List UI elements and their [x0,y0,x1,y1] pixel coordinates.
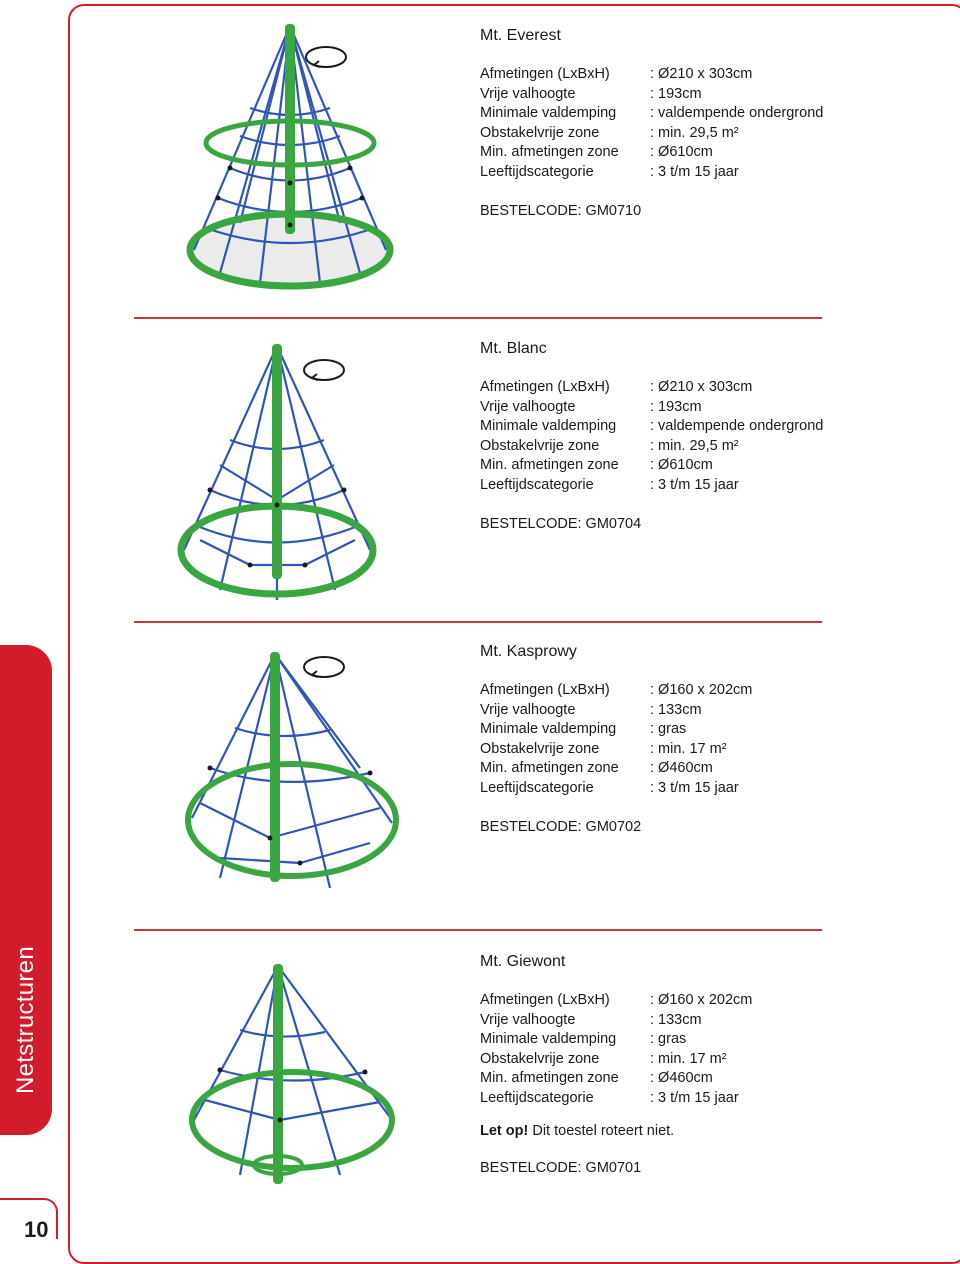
spec-label: Minimale valdemping [480,1031,617,1047]
spec-label: Min. afmetingen zone [480,144,619,160]
product-blanc [480,338,880,534]
spec-value: : 133cm [650,701,702,718]
spec-value: : Ø610cm [650,457,713,473]
section-tab-label: Netstructuren [12,946,39,1094]
separator-line [134,929,822,931]
spec-label: Afmetingen (LxBxH) [480,379,610,395]
product-everest [480,25,880,221]
spec-label: Afmetingen (LxBxH) [480,66,610,82]
spec-label: Obstakelvrije zone [480,1050,600,1067]
spec-value: : min. 17 m² [650,1050,727,1067]
spec-value: : gras [650,721,687,737]
spec-label: Minimale valdemping [480,418,617,434]
page-number: 10 [24,1217,49,1242]
product-image-kasprowy [180,648,405,910]
spec-value: : 3 t/m 15 jaar [650,1089,739,1106]
spec-label: Obstakelvrije zone [480,437,600,454]
spec-row [480,124,880,144]
rotation-icon [300,355,348,385]
product-title: Mt. Everest [480,27,561,44]
spec-row [480,1089,880,1109]
spec-row [480,740,880,760]
spec-label: Vrije valhoogte [480,1011,576,1028]
spec-value: : Ø460cm [650,1070,713,1086]
spec-value: : 3 t/m 15 jaar [650,779,739,796]
spec-label: Minimale valdemping [480,721,617,737]
spec-value: : Ø160 x 202cm [650,992,753,1008]
spec-value: : Ø610cm [650,144,713,160]
spec-label: Vrije valhoogte [480,85,576,102]
product-giewont [480,951,880,1178]
spec-value: : Ø210 x 303cm [650,66,753,82]
spec-row [480,163,880,183]
spec-value: : 193cm [650,85,702,102]
spec-row [480,991,880,1011]
spec-row [480,701,880,721]
spec-row [480,143,880,163]
spec-value: : 3 t/m 15 jaar [650,476,739,493]
product-image-everest [180,18,400,293]
spec-label: Minimale valdemping [480,105,617,121]
spec-label: Leeftijdscategorie [480,163,594,180]
spec-row [480,65,880,85]
spec-row [480,417,880,437]
rotation-icon [300,652,348,682]
spec-label: Obstakelvrije zone [480,124,600,141]
spec-row [480,681,880,701]
spec-row [480,85,880,105]
separator-line [134,317,822,319]
spec-value: : 3 t/m 15 jaar [650,163,739,180]
spec-value: : valdempende ondergrond [650,418,824,434]
product-title: Mt. Blanc [480,340,547,357]
spec-value: : valdempende ondergrond [650,105,824,121]
product-image-giewont [180,960,405,1190]
product-kasprowy [480,641,880,837]
spec-row [480,1030,880,1050]
spec-value: : 193cm [650,398,702,415]
spec-list [480,378,880,495]
spec-list [480,681,880,798]
spec-list [480,65,880,182]
spec-value: : 133cm [650,1011,702,1028]
spec-row [480,1050,880,1070]
spec-label: Leeftijdscategorie [480,1089,594,1106]
spec-label: Afmetingen (LxBxH) [480,682,610,698]
product-image-blanc [170,340,385,612]
spec-row [480,476,880,496]
spec-label: Min. afmetingen zone [480,1070,619,1086]
spec-row [480,1011,880,1031]
spec-label: Vrije valhoogte [480,701,576,718]
order-code: BESTELCODE: GM0701 [480,1160,642,1176]
order-code: BESTELCODE: GM0710 [480,203,642,219]
order-code: BESTELCODE: GM0704 [480,516,642,532]
spec-label: Obstakelvrije zone [480,740,600,757]
spec-label: Min. afmetingen zone [480,760,619,776]
spec-label: Vrije valhoogte [480,398,576,415]
spec-label: Min. afmetingen zone [480,457,619,473]
product-title: Mt. Kasprowy [480,643,577,660]
spec-row [480,720,880,740]
spec-value: : Ø460cm [650,760,713,776]
warning-label: Let op! [480,1123,529,1139]
spec-row [480,378,880,398]
spec-value: : min. 29,5 m² [650,437,739,454]
spec-value: : min. 29,5 m² [650,124,739,141]
spec-list [480,991,880,1108]
spec-label: Leeftijdscategorie [480,476,594,493]
product-title: Mt. Giewont [480,953,566,970]
spec-row [480,456,880,476]
spec-row [480,1069,880,1089]
spec-label: Leeftijdscategorie [480,779,594,796]
separator-line [134,621,822,623]
spec-value: : Ø160 x 202cm [650,682,753,698]
spec-row [480,104,880,124]
spec-row [480,779,880,799]
spec-row [480,437,880,457]
spec-row [480,759,880,779]
spec-value: : min. 17 m² [650,740,727,757]
spec-label: Afmetingen (LxBxH) [480,992,610,1008]
spec-row [480,398,880,418]
order-code: BESTELCODE: GM0702 [480,819,642,835]
rotation-icon [302,42,350,72]
warning-text: Dit toestel roteert niet. [528,1123,675,1139]
warning-note [480,1122,880,1141]
spec-value: : gras [650,1031,687,1047]
spec-value: : Ø210 x 303cm [650,379,753,395]
